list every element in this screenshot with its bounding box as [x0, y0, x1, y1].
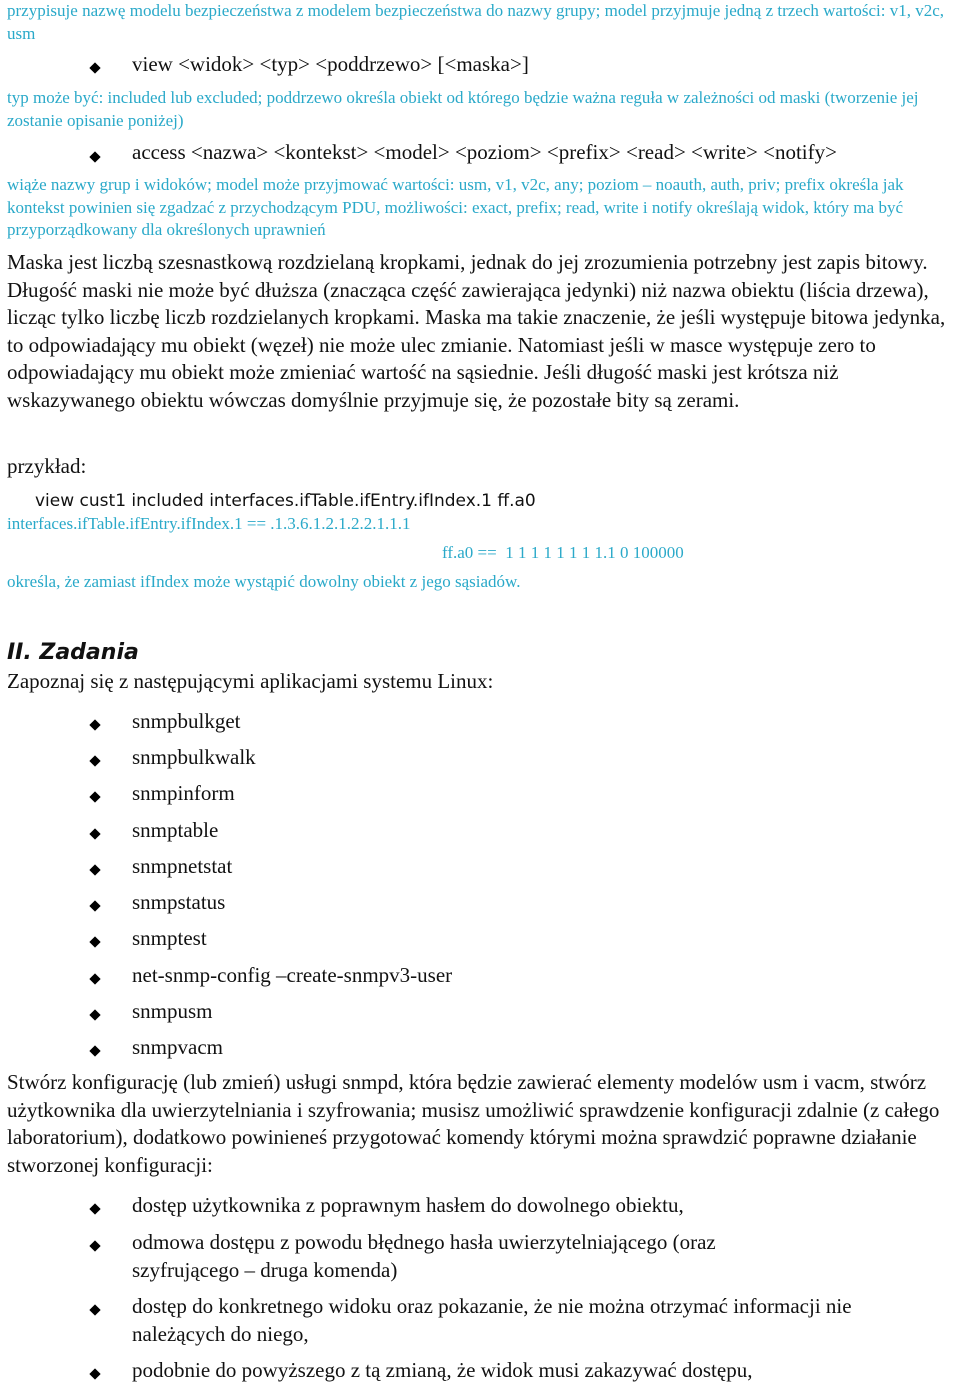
bullet-icon [89, 1045, 100, 1056]
app-item: snmpinform [132, 781, 235, 805]
example-line1: interfaces.ifTable.ifEntry.ifIndex.1 == .1.3.6.1.2.1.2.2.1.1.1 [7, 514, 411, 533]
app-item: snmpstatus [132, 890, 226, 914]
app-item: snmpbulkwalk [132, 745, 256, 769]
group-description: przypisuje nazwę modelu bezpieczeństwa z modelem bezpieczeństwa do nazwy grupy; model przyjmuje jedną z trzech wartości: v1, v2c, usm [7, 1, 944, 43]
bullet-icon [89, 151, 100, 162]
example-line3: określa, że zamiast ifIndex może wystąpić dowolny obiekt z jego sąsiadów. [7, 572, 521, 591]
app-item: snmpbulkget [132, 709, 241, 733]
bullet-icon [89, 973, 100, 984]
app-item: snmpusm [132, 999, 213, 1023]
bullet-icon [89, 719, 100, 730]
bullet-icon [89, 900, 100, 911]
bullet-icon [89, 755, 100, 766]
example-line2: ff.a0 == 1 1 1 1 1 1 1 1.1 0 100000 [442, 543, 684, 562]
bullet-icon [89, 62, 100, 73]
mask-paragraph: Maska jest liczbą szesnastkową rozdzielaną kropkami, jednak do jej zrozumienia potrzebny jest zapis bitowy. Długość maski nie może być dłuższa (znacząca część zawierająca jedynki) niż nazwa obiektu (liścia drzewa), licząc tylko liczbę liczb rozdzielanych kropkami. Maska ma takie znaczenie, że jeśli występuje bitowa jedynka, to odpowiadający mu obiekt (węzeł) nie może ulec zmianie. Natomiast jeśli w masce występuje zero to odpowiadający mu obiekt może zmieniać wartość na sąsiednie. Jeśli długość maski jest krótsza niż wskazywanego obiektu wówczas domyślnie przyjmuje się, że pozostałe bity są zerami. [7, 250, 946, 412]
app-item: snmptable [132, 818, 219, 842]
bullet-icon [89, 1203, 100, 1214]
view-command: view <widok> <typ> <poddrzewo> [<maska>] [132, 52, 529, 76]
bullet-icon [89, 791, 100, 802]
bullet-icon [89, 828, 100, 839]
check-item: dostęp do konkretnego widoku oraz pokazanie, że nie można otrzymać informacji nie należących do niego, [132, 1294, 852, 1346]
example-code: view cust1 included interfaces.ifTable.ifEntry.ifIndex.1 ff.a0 [35, 491, 536, 511]
section-heading: II. Zadania [7, 640, 139, 665]
access-command: access <nazwa> <kontekst> <model> <poziom> <prefix> <read> <write> <notify> [132, 140, 837, 164]
app-item: net-snmp-config –create-snmpv3-user [132, 963, 453, 987]
bullet-icon [89, 1368, 100, 1379]
bullet-icon [89, 864, 100, 875]
view-description: typ może być: included lub excluded; poddrzewo określa obiekt od którego będzie ważna reguła w zależności od maski (tworzenie jej zostanie opisanie poniżej) [7, 88, 919, 130]
app-item: snmpvacm [132, 1035, 223, 1059]
example-label: przykład: [7, 454, 87, 478]
access-description: wiąże nazwy grup i widoków; model może przyjmować wartości: usm, v1, v2c, any; poziom – noauth, auth, priv; prefix określa jak kontekst powinien się zgadzać z przychodzącym PDU, możliwości: exact, prefix; read, write i notify określają widok, który ma być przyporządkowany dla określonych uprawnień [7, 175, 904, 239]
app-item: snmpnetstat [132, 854, 233, 878]
check-item: podobnie do powyższego z tą zmianą, że widok musi zakazywać dostępu, [132, 1358, 753, 1382]
check-item: dostęp użytkownika z poprawnym hasłem do dowolnego obiektu, [132, 1193, 684, 1217]
bullet-icon [89, 1304, 100, 1315]
bullet-icon [89, 1009, 100, 1020]
section-intro: Zapoznaj się z następującymi aplikacjami systemu Linux: [7, 669, 494, 693]
check-item: odmowa dostępu z powodu błędnego hasła uwierzytelniającego (oraz szyfrującego – druga komenda) [132, 1230, 716, 1282]
task-paragraph: Stwórz konfigurację (lub zmień) usługi snmpd, która będzie zawierać elementy modelów usm i vacm, stwórz użytkownika dla uwierzytelniania i szyfrowania; musisz umożliwić sprawdzenie konfiguracji zdalnie (z całego laboratorium), dodatkowo powinieneś przygotować komendy którymi można sprawdzić poprawne działanie stworzonej konfiguracji: [7, 1070, 940, 1177]
app-item: snmptest [132, 926, 207, 950]
bullet-icon [89, 936, 100, 947]
bullet-icon [89, 1240, 100, 1251]
